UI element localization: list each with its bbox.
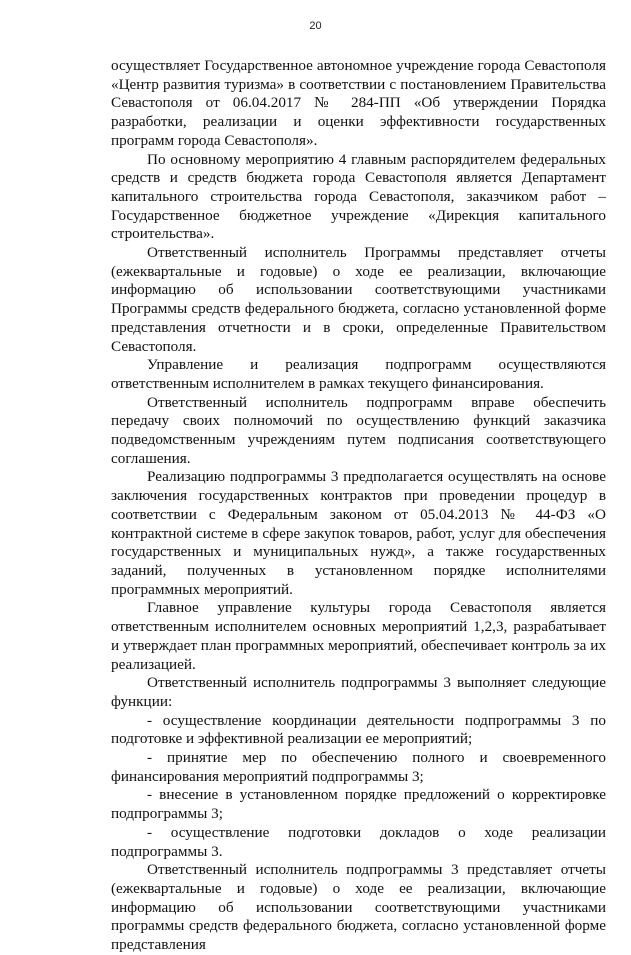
paragraph-6: Реализацию подпрограммы 3 предполагается осуществлять на основе заключения государственных контрактов при проведении процедур в соответствии с Федеральным законом от 05.04.2013 № 44-ФЗ «О контрактной системе в сфере закупок товаров, работ, услуг для обеспечения государственных и муниципальных нужд», а также государственных заданий, полученных в установленном порядке исполнителями программных мероприятий. (111, 468, 606, 598)
list-item-1: - осуществление координации деятельности подпрограммы 3 по подготовке и эффективной реализации ее мероприятий; (111, 711, 606, 748)
list-item-4: - осуществление подготовки докладов о ходе реализации подпрограммы 3. (111, 823, 606, 860)
paragraph-4: Управление и реализация подпрограмм осуществляются ответственным исполнителем в рамках текущего финансирования. (111, 356, 606, 392)
list-item-3: - внесение в установленном порядке предложений о корректировке подпрограммы 3; (111, 786, 606, 823)
page-number: 20 (309, 20, 322, 32)
paragraph-1: осуществляет Государственное автономное учреждение города Севастополя «Центр развития туризма» в соответствии с постановлением Правительства Севастополя от 06.04.2017 № 284-ПП «Об утверждении Порядка разработки, реализации и оценки эффективности государственных программ города Севастополя». (111, 57, 606, 149)
list-item-2: - принятие мер по обеспечению полного и своевременного финансирования мероприятий подпрограммы 3; (111, 749, 606, 785)
paragraph-3: Ответственный исполнитель Программы представляет отчеты (ежеквартальные и годовые) о ходе ее реализации, включающие информацию об использовании соответствующими участниками Программы средств федерального бюджета, согласно установленной форме представления отчетности и в сроки, определенные Правительством Севастополя. (111, 244, 606, 355)
paragraph-5: Ответственный исполнитель подпрограмм вправе обеспечить передачу своих полномочий по осуществлению функций заказчика подведомственным учреждениям путем подписания соответствующего соглашения. (111, 393, 606, 467)
paragraph-2: По основному мероприятию 4 главным распорядителем федеральных средств и средств бюджета города Севастополя является Департамент капитального строительства города Севастополя, заказчиком работ – Государственное бюджетное учреждение «Дирекция капитального строительства». (111, 150, 606, 243)
paragraph-9: Ответственный исполнитель подпрограммы 3 представляет отчеты (ежеквартальные и годовые) о ходе ее реализации, включающие информацию об использовании соответствующими участниками программы средств федерального бюджета, согласно установленной форме представления (111, 861, 606, 954)
paragraph-8: Ответственный исполнитель подпрограммы 3 выполняет следующие функции: (111, 674, 606, 710)
page-body (111, 57, 606, 955)
paragraph-7: Главное управление культуры города Севастополя является ответственным исполнителем основных мероприятий 1,2,3, разрабатывает и утверждает план программных мероприятий, обеспечивает контроль за их реализацией. (111, 599, 606, 673)
